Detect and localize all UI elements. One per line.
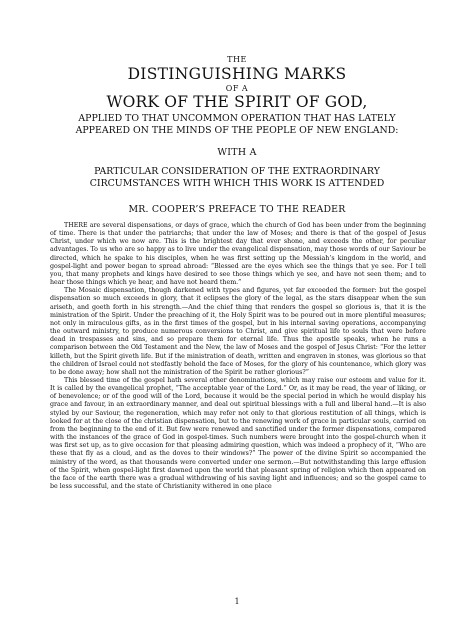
preface-body: [50, 222, 426, 491]
paragraph: This blessed time of the gospel hath several other denominations, which may raise our esteem and value for it. It is called by the evangelical prophet, “The acceptable year of the Lord.” Or, as it may be read, the year of liking, or of benevolence; or of the good will of the Lord, because it would be the special period in which he would display his grace and favour, in an extraordinary manner, and deal out spiritual blessings with a full and liberal hand.—It is also styled by our Saviour, the regeneration, which may refer not only to that glorious restitution of all things, which is looked for at the close of the christian dispensation, but to the renewing work of grace in particular souls, carried on from the beginning to the end of it. But few were renewed and sanctified under the former dispensations, compared with the instances of the grace of God in gospel-times. Such numbers were brought into the gospel-church when it was first set up, as to give occasion for that pleasing admiring question, which was indeed a prophecy of it, “Who are these that fly as a cloud, and as the doves to their windows?” The power of the divine Spirit so accompanied the ministry of the word, as that thousands were converted under one sermon.—But notwithstanding this large effusion of the Spirit, when gospel-light first dawned upon the world that pleasant spring of religion which then appeared on the face of the earth there was a gradual withdrawing of his saving light and influences; and so the gospel came to be less successful, and the state of Christianity withered in one place: [50, 376, 426, 490]
heading-with-a: WITH A: [217, 147, 257, 158]
particular-line-1: PARTICULAR CONSIDERATION OF THE EXTRAORDINARY: [94, 166, 380, 177]
particular-line-2: CIRCUMSTANCES WITH WHICH THIS WORK IS ATTENDED: [89, 178, 385, 189]
page-number: 1: [234, 597, 240, 606]
subtitle-line-2: APPEARED ON THE MINDS OF THE PEOPLE OF NEW ENGLAND:: [75, 125, 399, 136]
heading-of-a: OF A: [225, 84, 249, 93]
heading-the: THE: [227, 55, 247, 64]
paragraph: The Mosaic dispensation, though darkened with types and figures, yet far exceeded the former: but the gospel dispensation so much exceeds in glory, that it eclipses the glory of the legal, as the stars disappear when the sun ariseth, and goeth forth in his strength.—And the chief thing that renders the gospel so glorious is, that it is the ministration of the Spirit. Under the preaching of it, the Holy Spirit was to be poured out in more plentiful measures; not only in miraculous gifts, as in the first times of the gospel, but in his internal saving operations, accompanying the outward ministry, to produce numerous conversions to Christ, and give spiritual life to souls that were before dead in trespasses and sins, and so prepare them for eternal life. Thus the apostle speaks, when he runs a comparison between the Old Testament and the New, the law of Moses and the gospel of Jesus Christ: “For the letter killeth, but the Spirit giveth life. But if the ministration of death, written and engraven in stones, was glorious so that the children of Israel could not stedfastly behold the face of Moses, for the glory of his countenance, which glory was to be done away; how shall not the ministration of the Spirit be rather glorious?”: [50, 287, 426, 376]
paragraph: THERE are several dispensations, or days of grace, which the church of God has been under from the beginning of time. There is that under the patriarchs; that under the law of Moses; and there is that of the gospel of Jesus Christ, under which we now are. This is the brightest day that ever shone, and exceeds the other, for peculiar advantages. To us who are so happy as to live under the evangelical dispensation, may those words of our Saviour be directed, which he spake to his disciples, when he was first setting up the Messiah’s kingdom in the world, and gospel-light and power began to spread abroad: “Blessed are the eyes which see the things that ye see. For I tell you, that many prophets and kings have desired to see those things which ye see, and have not seen them; and to hear those things which ye hear, and have not heard them.”: [50, 222, 426, 287]
title-line-2: WORK OF THE SPIRIT OF GOD,: [106, 93, 368, 111]
subtitle-line-1: APPLIED TO THAT UNCOMMON OPERATION THAT HAS LATELY: [78, 113, 396, 124]
preface-title: MR. COOPER’S PREFACE TO THE READER: [128, 204, 346, 215]
title-line-1: DISTINGUISHING MARKS: [127, 65, 347, 83]
